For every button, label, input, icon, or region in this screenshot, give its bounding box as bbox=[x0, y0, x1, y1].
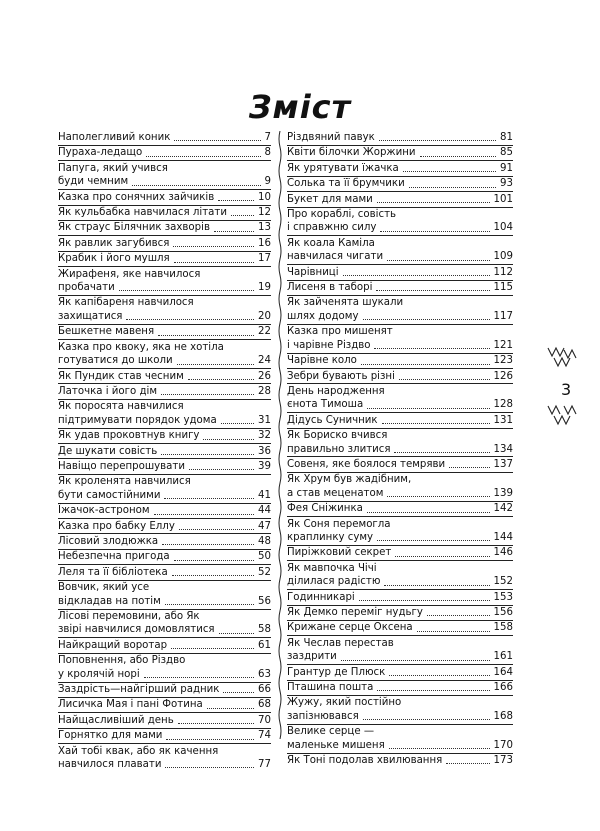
toc-entry[interactable] bbox=[287, 370, 513, 383]
toc-entry-title: Як удав проковтнув книгу bbox=[58, 430, 200, 442]
toc-entry-title: і чарівне Різдво bbox=[287, 339, 371, 351]
dot-leader bbox=[380, 230, 489, 232]
toc-entry[interactable] bbox=[58, 550, 271, 563]
dot-leader bbox=[361, 363, 490, 365]
dot-leader bbox=[174, 559, 254, 561]
toc-entry-title: Пиріжковий секрет bbox=[287, 547, 392, 559]
toc-entry-title: Латочка і його дім bbox=[58, 385, 158, 397]
toc-entry-page: 123 bbox=[493, 355, 513, 367]
toc-entry-page: 12 bbox=[258, 207, 271, 219]
toc-entry-page: 63 bbox=[258, 668, 271, 680]
dot-leader bbox=[403, 170, 496, 172]
toc-entry-page: 58 bbox=[258, 624, 271, 636]
toc-entry[interactable] bbox=[58, 639, 271, 652]
toc-entry[interactable] bbox=[58, 729, 271, 742]
toc-entry-title: Наполегливий коник bbox=[58, 132, 171, 143]
toc-entry-title: бути самостійними bbox=[58, 489, 161, 501]
toc-entry-title: а став меценатом bbox=[287, 487, 384, 499]
toc-entry-page: 17 bbox=[258, 253, 271, 265]
toc-entry-page: 7 bbox=[264, 132, 271, 143]
toc-entry-page: 121 bbox=[493, 339, 513, 351]
toc-entry-page: 24 bbox=[258, 355, 271, 367]
dot-leader bbox=[377, 539, 489, 541]
toc-entry-title-line: День народження bbox=[287, 385, 385, 397]
toc-entry[interactable] bbox=[58, 341, 271, 368]
toc-entry-page: 50 bbox=[258, 551, 271, 563]
dot-leader bbox=[223, 691, 254, 693]
toc-entry-title-line: Папуга, який учився bbox=[58, 162, 168, 174]
dot-leader bbox=[161, 453, 254, 455]
toc-entry-title: готуватися до школи bbox=[58, 355, 173, 367]
toc-entry[interactable] bbox=[287, 666, 513, 679]
toc-entry-title-line: Як Бориско вчився bbox=[287, 430, 388, 442]
toc-entry-title-line: Казка про мишенят bbox=[287, 326, 393, 338]
toc-entry[interactable] bbox=[287, 591, 513, 604]
dot-leader bbox=[359, 599, 490, 601]
toc-entry-title: Дідусь Суничник bbox=[287, 414, 378, 426]
toc-entry-title-line: Як Соня перемогла bbox=[287, 518, 391, 530]
dot-leader bbox=[363, 318, 490, 320]
toc-entry-page: 170 bbox=[493, 739, 513, 751]
toc-entry-page: 66 bbox=[258, 684, 271, 696]
dot-leader bbox=[162, 543, 254, 545]
toc-entry-title: заздрити bbox=[287, 651, 337, 663]
toc-entry-title: Букет для мами bbox=[287, 193, 373, 205]
dot-leader bbox=[409, 186, 496, 188]
toc-entry[interactable] bbox=[58, 566, 271, 579]
toc-entry-page: 101 bbox=[493, 193, 513, 205]
dot-leader bbox=[174, 139, 260, 141]
toc-entry-title: шлях додому bbox=[287, 310, 359, 322]
toc-entry-page: 36 bbox=[258, 445, 271, 457]
toc-entry[interactable] bbox=[58, 191, 271, 204]
toc-entry-page: 164 bbox=[493, 666, 513, 678]
dot-leader bbox=[177, 363, 254, 365]
toc-entry[interactable] bbox=[287, 562, 513, 589]
toc-entry-title: Лісовий злодюжка bbox=[58, 535, 159, 547]
toc-entry-page: 117 bbox=[493, 310, 513, 322]
dot-leader bbox=[384, 584, 489, 586]
toc-entry-page: 153 bbox=[493, 591, 513, 603]
toc-entry[interactable] bbox=[58, 237, 271, 250]
toc-entry-page: 8 bbox=[264, 147, 271, 159]
toc-entry-title: Солька та її брумчики bbox=[287, 178, 405, 190]
toc-entry[interactable] bbox=[287, 502, 513, 515]
toc-entry-page: 70 bbox=[258, 714, 271, 726]
toc-entry-title: Заздрість—найгірший радник bbox=[58, 684, 220, 696]
dot-leader bbox=[189, 468, 254, 470]
toc-entry-title: Квіти білочки Жоржини bbox=[287, 147, 416, 159]
toc-entry[interactable] bbox=[287, 281, 513, 294]
toc-entry-page: 142 bbox=[493, 503, 513, 515]
toc-entry-page: 85 bbox=[500, 147, 513, 159]
toc-entry[interactable] bbox=[287, 193, 513, 206]
dot-leader bbox=[146, 155, 260, 157]
dot-leader bbox=[207, 707, 254, 709]
dot-leader bbox=[341, 659, 490, 661]
toc-entry-page: 41 bbox=[258, 489, 271, 501]
toc-entry[interactable] bbox=[287, 637, 513, 664]
toc-entry-title-line: Як коала Каміла bbox=[287, 237, 375, 249]
toc-entry[interactable] bbox=[287, 754, 513, 767]
dot-leader bbox=[420, 155, 497, 157]
toc-entry-title: Годинникарі bbox=[287, 591, 355, 603]
dot-leader bbox=[389, 674, 489, 676]
toc-right-column bbox=[287, 131, 513, 767]
toc-entry[interactable] bbox=[287, 429, 513, 456]
toc-entry-title-line: Як мавпочка Чічі bbox=[287, 562, 377, 574]
dot-leader bbox=[379, 139, 496, 141]
toc-entry-title: Крижане серце Оксена bbox=[287, 622, 413, 634]
dot-leader bbox=[203, 438, 254, 440]
toc-entry-page: 74 bbox=[258, 730, 271, 742]
toc-entry-title: Їжачок-астроном bbox=[58, 505, 150, 517]
dot-leader bbox=[154, 513, 254, 515]
dot-leader bbox=[382, 422, 490, 424]
dot-leader bbox=[387, 259, 489, 261]
toc-entry[interactable] bbox=[58, 460, 271, 473]
dot-leader bbox=[394, 451, 489, 453]
page-number: 3 bbox=[561, 380, 572, 399]
toc-entry-title: у кролячій норі bbox=[58, 668, 140, 680]
toc-entry-title: Як Демко переміг нудьгу bbox=[287, 607, 423, 618]
dot-leader bbox=[171, 647, 254, 649]
toc-entry-title: Як Пундик став чесним bbox=[58, 370, 184, 382]
toc-entry[interactable] bbox=[58, 296, 271, 323]
dot-leader bbox=[132, 184, 260, 186]
toc-left-column bbox=[58, 131, 271, 771]
toc-entry-page: 13 bbox=[258, 222, 271, 234]
toc-entry[interactable] bbox=[58, 429, 271, 442]
toc-entry-page: 26 bbox=[258, 370, 271, 382]
toc-entry-title: Леля та її бібліотека bbox=[58, 566, 168, 578]
toc-entry[interactable] bbox=[287, 518, 513, 545]
dot-leader bbox=[343, 274, 490, 276]
toc-entry-page: 81 bbox=[500, 132, 513, 143]
toc-entry-title-line: Хай тобі квак, або як качення bbox=[58, 745, 219, 757]
toc-entry-page: 161 bbox=[493, 651, 513, 663]
toc-entry-title-line: Про кораблі, совість bbox=[287, 209, 397, 221]
dot-leader bbox=[161, 393, 254, 395]
toc-entry-page: 139 bbox=[493, 487, 513, 499]
toc-entry[interactable] bbox=[287, 458, 513, 471]
toc-entry-title: Казка про бабку Еллу bbox=[58, 520, 175, 532]
dot-leader bbox=[427, 614, 490, 616]
toc-entry[interactable] bbox=[58, 535, 271, 548]
toc-entry[interactable] bbox=[58, 698, 271, 711]
toc-entry[interactable] bbox=[287, 208, 513, 235]
dot-leader bbox=[374, 347, 489, 349]
toc-entry-page: 22 bbox=[258, 326, 271, 338]
dot-leader bbox=[172, 574, 254, 576]
toc-entry-page: 137 bbox=[493, 458, 513, 470]
toc-entry[interactable] bbox=[58, 370, 271, 383]
toc-entry-title: звірі навчилися домовлятися bbox=[58, 624, 215, 636]
dot-leader bbox=[174, 261, 254, 263]
toc-entry-page: 91 bbox=[500, 162, 513, 174]
toc-entry-page: 134 bbox=[493, 443, 513, 455]
toc-entry-page: 131 bbox=[493, 414, 513, 426]
dot-leader bbox=[119, 289, 254, 291]
toc-entry[interactable] bbox=[287, 266, 513, 279]
dot-leader bbox=[218, 199, 254, 201]
dot-leader bbox=[399, 378, 490, 380]
toc-entry[interactable] bbox=[287, 162, 513, 175]
toc-entry-page: 31 bbox=[258, 414, 271, 426]
dot-leader bbox=[158, 334, 254, 336]
toc-entry[interactable] bbox=[287, 237, 513, 264]
toc-entry-title: Навіщо перепрошувати bbox=[58, 460, 185, 472]
dot-leader bbox=[395, 555, 489, 557]
toc-entry-title: Найщасливіший день bbox=[58, 714, 174, 726]
dot-leader bbox=[188, 378, 254, 380]
toc-entry[interactable] bbox=[287, 725, 513, 752]
toc-entry-page: 9 bbox=[264, 176, 271, 188]
dot-leader bbox=[389, 747, 490, 749]
dot-leader bbox=[214, 230, 254, 232]
dot-leader bbox=[173, 245, 254, 247]
toc-entry[interactable] bbox=[287, 385, 513, 412]
toc-entry-page: 168 bbox=[493, 710, 513, 722]
toc-entry-title: Як урятувати їжачка bbox=[287, 162, 399, 174]
toc-entry-title: відкладав на потім bbox=[58, 595, 161, 607]
zigzag-ornament-bottom bbox=[546, 404, 580, 428]
toc-entry-page: 77 bbox=[258, 759, 271, 771]
toc-entry[interactable] bbox=[287, 325, 513, 352]
toc-entry-title: Лисичка Мая і пані Фотина bbox=[58, 699, 203, 711]
toc-entry-page: 16 bbox=[258, 237, 271, 249]
toc-entry-page: 112 bbox=[493, 266, 513, 278]
toc-entry[interactable] bbox=[58, 252, 271, 265]
toc-entry-page: 144 bbox=[493, 531, 513, 543]
toc-entry-title: запізнювався bbox=[287, 710, 359, 722]
toc-entry-title: ділилася радістю bbox=[287, 576, 381, 588]
dot-leader bbox=[178, 722, 254, 724]
toc-entry-title: пробачати bbox=[58, 282, 115, 294]
dot-leader bbox=[387, 495, 489, 497]
column-divider bbox=[278, 131, 282, 739]
toc-entry[interactable] bbox=[58, 146, 271, 159]
dot-leader bbox=[363, 718, 490, 720]
dot-leader bbox=[367, 407, 489, 409]
toc-entry[interactable] bbox=[58, 714, 271, 727]
toc-entry[interactable] bbox=[58, 654, 271, 681]
toc-entry-title: підтримувати порядок удома bbox=[58, 414, 217, 426]
toc-entry-title: Совеня, яке боялося темряви bbox=[287, 458, 446, 470]
toc-entry-page: 152 bbox=[493, 576, 513, 588]
toc-entry-title: Найкращий воротар bbox=[58, 639, 168, 651]
toc-entry-title: Бешкетне мавеня bbox=[58, 326, 155, 338]
dot-leader bbox=[126, 318, 254, 320]
toc-entry-title: Як страус Білячник захворів bbox=[58, 222, 210, 234]
toc-entry-title: єнота Тимоша bbox=[287, 399, 364, 411]
toc-entry-title: Лисеня в таборі bbox=[287, 282, 373, 294]
toc-entry-page: 44 bbox=[258, 505, 271, 517]
toc-entry-page: 126 bbox=[493, 370, 513, 382]
dot-leader bbox=[417, 630, 490, 632]
dot-leader bbox=[219, 632, 254, 634]
toc-entry[interactable] bbox=[58, 504, 271, 517]
toc-entry-title: Пураха-ледащо bbox=[58, 147, 143, 159]
toc-entry-page: 68 bbox=[258, 699, 271, 711]
toc-entry-title: Де шукати совість bbox=[58, 445, 158, 457]
toc-entry-page: 39 bbox=[258, 460, 271, 472]
toc-entry-title: Крабик і його мушля bbox=[58, 253, 170, 265]
toc-entry[interactable] bbox=[287, 354, 513, 367]
toc-entry[interactable] bbox=[58, 745, 271, 772]
toc-entry[interactable] bbox=[287, 177, 513, 190]
toc-entry[interactable] bbox=[287, 473, 513, 500]
toc-entry[interactable] bbox=[58, 206, 271, 219]
dot-leader bbox=[144, 676, 254, 678]
toc-entry[interactable] bbox=[58, 520, 271, 533]
dot-leader bbox=[376, 289, 489, 291]
toc-entry-title: Як кульбабка навчилася літати bbox=[58, 207, 227, 219]
dot-leader bbox=[166, 738, 254, 740]
toc-entry[interactable] bbox=[287, 696, 513, 723]
dot-leader bbox=[179, 528, 254, 530]
dot-leader bbox=[164, 497, 254, 499]
toc-entry-title: навчилося плавати bbox=[58, 759, 162, 771]
toc-entry-page: 48 bbox=[258, 535, 271, 547]
toc-entry-title: краплинку суму bbox=[287, 531, 374, 543]
toc-entry-page: 61 bbox=[258, 639, 271, 651]
toc-entry-page: 158 bbox=[493, 622, 513, 634]
toc-entry-title: Горнятко для мами bbox=[58, 730, 163, 742]
toc-entry-page: 128 bbox=[493, 399, 513, 411]
toc-entry-title: Пташина пошта bbox=[287, 682, 374, 694]
toc-entry-title: Грантур де Плюск bbox=[287, 666, 386, 678]
toc-entry-page: 47 bbox=[258, 520, 271, 532]
toc-entry-page: 10 bbox=[258, 191, 271, 203]
toc-entry-page: 93 bbox=[500, 178, 513, 190]
toc-entry-page: 28 bbox=[258, 385, 271, 397]
toc-entry-page: 20 bbox=[258, 310, 271, 322]
toc-entry-page: 32 bbox=[258, 430, 271, 442]
toc-entry-title-line: Жирафеня, яке навчилося bbox=[58, 268, 201, 280]
toc-entry-title-line: Як зайченята шукали bbox=[287, 297, 404, 309]
toc-entry-title-line: Вовчик, який усе bbox=[58, 582, 150, 594]
toc-entry-title-line: Лісові перемовини, або Як bbox=[58, 611, 200, 622]
toc-entry[interactable] bbox=[58, 400, 271, 427]
toc-entry-title-line: Казка про квоку, яка не хотіла bbox=[58, 341, 224, 353]
toc-entry-title: Зебри бувають різні bbox=[287, 370, 395, 382]
toc-entry-title-line: Велике серце — bbox=[287, 726, 375, 738]
toc-entry-page: 52 bbox=[258, 566, 271, 578]
toc-entry[interactable] bbox=[287, 606, 513, 619]
toc-entry-title: Фея Сніжинка bbox=[287, 503, 363, 515]
toc-entry-title: навчилася чигати bbox=[287, 251, 384, 263]
toc-entry-title: і справжню силу bbox=[287, 222, 377, 234]
toc-entry-title-line: Як Хрум був жадібним, bbox=[287, 474, 412, 486]
toc-entry-page: 173 bbox=[493, 755, 513, 767]
toc-entry-page: 166 bbox=[493, 682, 513, 694]
toc-entry[interactable] bbox=[287, 146, 513, 159]
toc-entry-title: Небезпечна пригода bbox=[58, 551, 170, 563]
dot-leader bbox=[367, 511, 490, 513]
toc-entry-title: Чарівниці bbox=[287, 266, 339, 278]
toc-entry-title: правильно злитися bbox=[287, 443, 391, 455]
toc-entry-title: Чарівне коло bbox=[287, 355, 357, 367]
toc-entry[interactable] bbox=[58, 385, 271, 398]
toc-entry-title-line: Поповнення, або Різдво bbox=[58, 655, 186, 667]
toc-entry-page: 56 bbox=[258, 595, 271, 607]
toc-entry[interactable] bbox=[58, 221, 271, 234]
toc-entry-title: Казка про сонячних зайчиків bbox=[58, 191, 215, 203]
toc-entry[interactable] bbox=[287, 621, 513, 634]
toc-entry-title: Різдвяний павук bbox=[287, 132, 375, 143]
page-title: Зміст bbox=[248, 88, 352, 126]
toc-entry[interactable] bbox=[287, 546, 513, 559]
toc-entry-page: 146 bbox=[493, 547, 513, 559]
toc-entry[interactable] bbox=[58, 445, 271, 458]
dot-leader bbox=[449, 466, 489, 468]
toc-entry-title-line: Як капібареня навчилося bbox=[58, 297, 194, 309]
dot-leader bbox=[446, 762, 489, 764]
toc-entry[interactable] bbox=[287, 414, 513, 427]
dot-leader bbox=[165, 766, 254, 768]
toc-entry-page: 115 bbox=[493, 282, 513, 294]
toc-entry[interactable] bbox=[58, 610, 271, 637]
toc-entry-page: 109 bbox=[493, 251, 513, 263]
dot-leader bbox=[165, 603, 254, 605]
toc-entry[interactable] bbox=[58, 325, 271, 338]
toc-entry[interactable] bbox=[58, 581, 271, 608]
toc-entry[interactable] bbox=[287, 681, 513, 694]
toc-entry-page: 156 bbox=[493, 607, 513, 618]
dot-leader bbox=[377, 201, 490, 203]
toc-entry[interactable] bbox=[58, 162, 271, 189]
toc-entry[interactable] bbox=[58, 683, 271, 696]
toc-entry[interactable] bbox=[58, 475, 271, 502]
toc-entry-page: 104 bbox=[493, 222, 513, 234]
toc-entry[interactable] bbox=[287, 296, 513, 323]
dot-leader bbox=[377, 689, 489, 691]
zigzag-ornament-top bbox=[546, 346, 580, 370]
toc-entry-title: маленьке мишеня bbox=[287, 739, 385, 751]
toc-entry[interactable] bbox=[287, 131, 513, 144]
toc-entry-title: буди чемним bbox=[58, 176, 129, 188]
dot-leader bbox=[231, 214, 254, 216]
toc-entry-title-line: Як Чеслав перестав bbox=[287, 637, 394, 649]
toc-entry-title-line: Жужу, який постійно bbox=[287, 697, 402, 709]
toc-entry[interactable] bbox=[58, 268, 271, 295]
toc-entry-title: Як Тоні подолав хвилювання bbox=[287, 755, 443, 767]
toc-entry-title: Як равлик загубився bbox=[58, 237, 170, 249]
toc-entry-title-line: Як поросята навчилися bbox=[58, 401, 184, 413]
dot-leader bbox=[221, 422, 254, 424]
toc-entry[interactable] bbox=[58, 131, 271, 144]
toc-entry-title: захищатися bbox=[58, 310, 123, 322]
toc-entry-page: 19 bbox=[258, 282, 271, 294]
toc-entry-title-line: Як кроленята навчилися bbox=[58, 476, 191, 488]
